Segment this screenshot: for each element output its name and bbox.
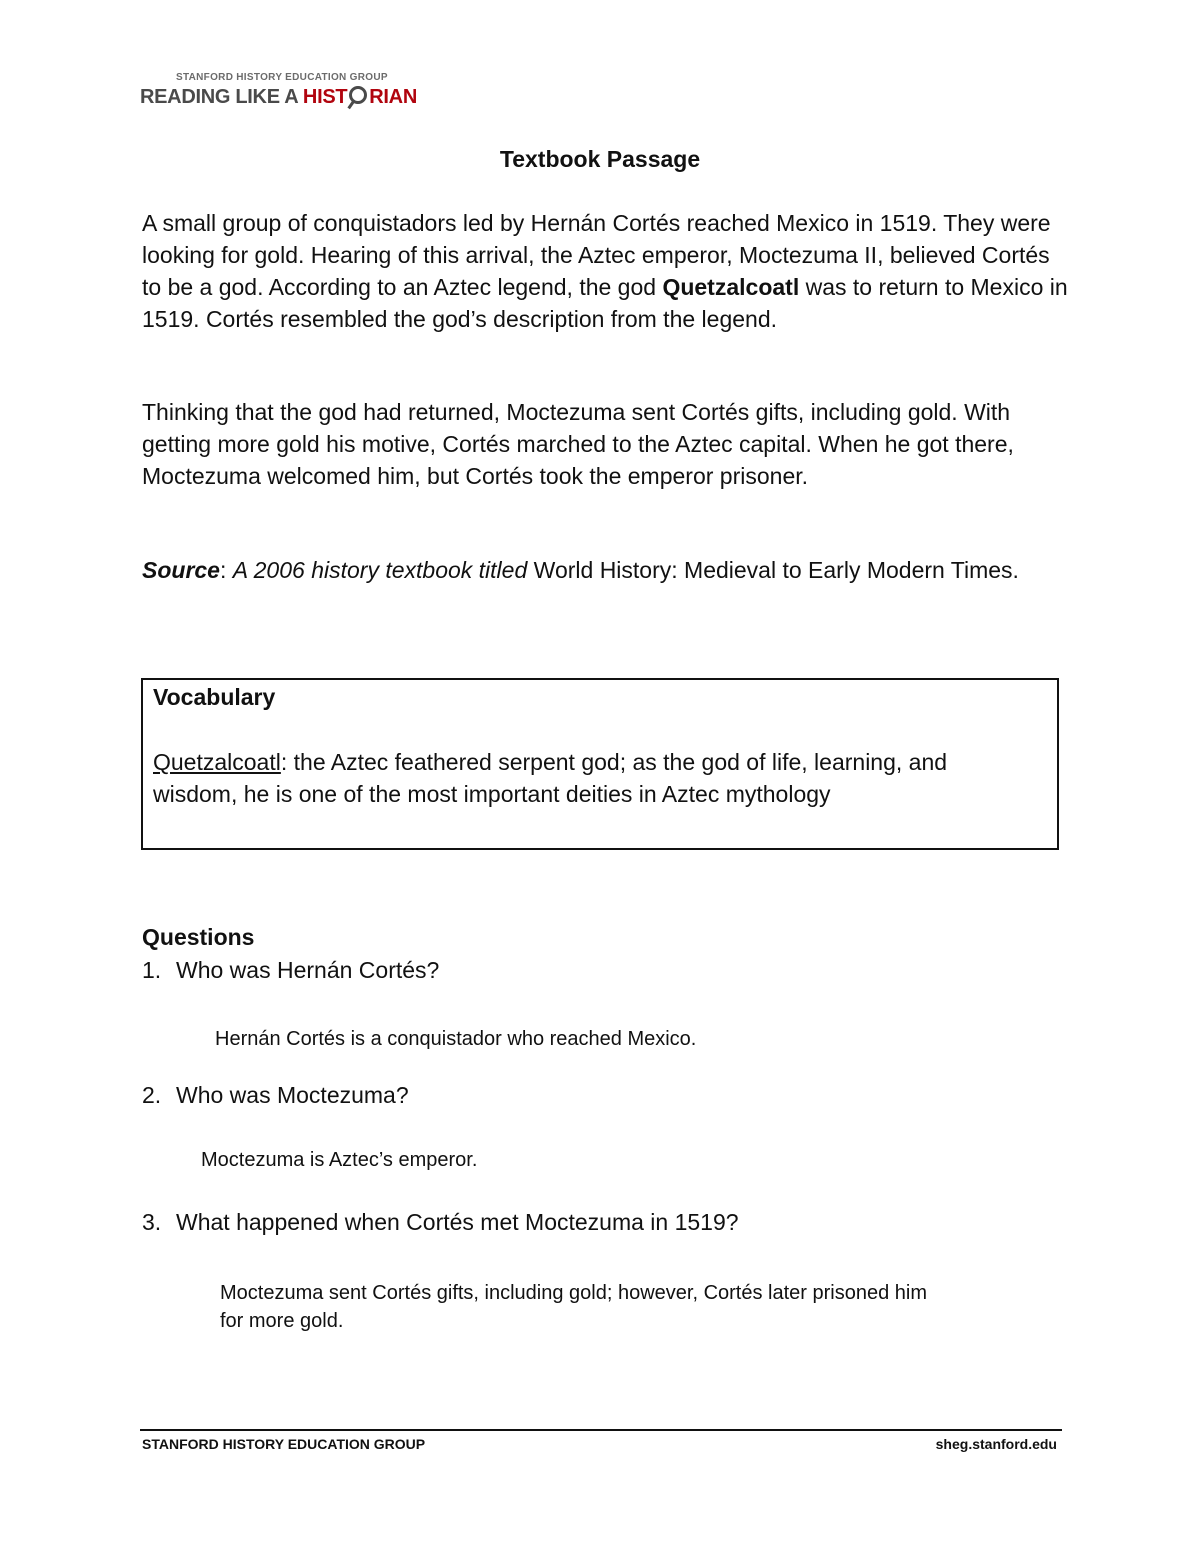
question-text: What happened when Cortés met Moctezuma in 1519? xyxy=(176,1209,739,1235)
logo-text-part3: RIAN xyxy=(369,86,417,108)
footer-website: sheg.stanford.edu xyxy=(935,1436,1057,1452)
logo-wordmark xyxy=(140,86,417,109)
source-citation xyxy=(142,554,1072,586)
logo-text-part1: READING LIKE A xyxy=(140,86,303,108)
vocabulary-heading: Vocabulary xyxy=(153,684,276,710)
answer-3: Moctezuma sent Cortés gifts, including gold; however, Cortés later prisoned him for more gold. xyxy=(220,1282,928,1332)
answer-1: Hernán Cortés is a conquistador who reached Mexico. xyxy=(215,1028,697,1050)
source-book-title: World History: Medieval to Early Modern Times. xyxy=(533,557,1019,583)
passage-p1-text-b: was to return to Mexico in 1519. Cortés resembled the god’s description from the legend. xyxy=(142,274,1068,332)
vocabulary-definition: : the Aztec feathered serpent god; as the god of life, learning, and wisdom, he is one of the most important deities in Aztec mythology xyxy=(153,749,948,807)
question-number: 1. xyxy=(142,957,162,983)
question-number: 3. xyxy=(142,1209,162,1235)
footer-organization: STANFORD HISTORY EDUCATION GROUP xyxy=(142,1436,426,1452)
question-number: 2. xyxy=(142,1082,162,1108)
magnifier-icon xyxy=(348,86,368,106)
passage-paragraph-1 xyxy=(142,207,1072,335)
footer-divider xyxy=(140,1429,1062,1431)
source-description: A 2006 history textbook titled xyxy=(232,557,534,583)
questions-heading: Questions xyxy=(142,924,255,950)
question-text: Who was Hernán Cortés? xyxy=(176,957,440,983)
vocabulary-entry xyxy=(153,746,1033,810)
question-2 xyxy=(142,1082,409,1109)
passage-p1-bold-term: Quetzalcoatl xyxy=(662,274,800,300)
page-title: Textbook Passage xyxy=(499,146,701,172)
vocabulary-term: Quetzalcoatl xyxy=(153,749,281,775)
passage-paragraph-2: Thinking that the god had returned, Moctezuma sent Cortés gifts, including gold. With getting more gold his motive, Cortés marched to the Aztec capital. When he got there, Moctezuma welcomed him, but Cortés took the emperor prisoner. xyxy=(142,399,1014,489)
question-1 xyxy=(142,957,439,984)
vocabulary-box xyxy=(141,678,1059,850)
passage-p1-text-a: A small group of conquistadors led by Hernán Cortés reached Mexico in 1519. They were looking for gold. Hearing of this arrival, the Aztec emperor, Moctezuma II, believed Cortés to be a god. According to an Aztec legend, the god xyxy=(142,210,1051,300)
logo-text-part2: HIST xyxy=(302,86,348,108)
question-text: Who was Moctezuma? xyxy=(176,1082,409,1108)
source-colon: : xyxy=(219,557,233,583)
source-label: Source xyxy=(142,557,220,583)
question-3 xyxy=(142,1209,739,1236)
logo-subtitle: STANFORD HISTORY EDUCATION GROUP xyxy=(176,72,388,83)
answer-2: Moctezuma is Aztec’s emperor. xyxy=(201,1149,478,1171)
